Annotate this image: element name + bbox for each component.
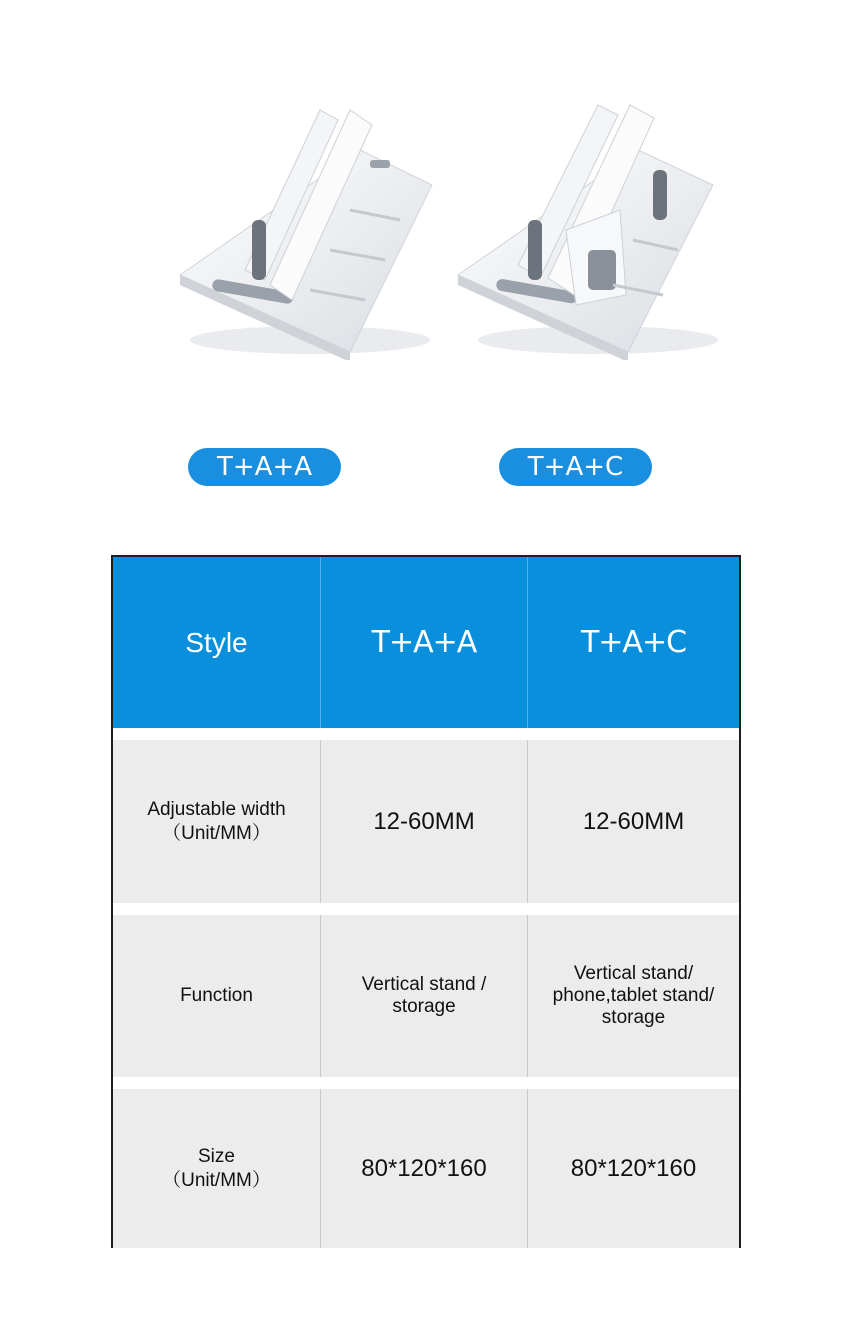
product-label-pill: T+A+C xyxy=(499,448,652,486)
width-value-taa: 12-60MM xyxy=(373,807,475,835)
size-value-taa: 80*120*160 xyxy=(361,1154,487,1182)
row-label-unit: （Unit/MM） xyxy=(162,1169,271,1191)
row-value-cell xyxy=(528,740,739,903)
header-cell-style: Style xyxy=(113,557,321,728)
function-line: storage xyxy=(601,1007,666,1028)
function-line: Vertical stand/ xyxy=(573,963,694,984)
row-value-cell xyxy=(321,1089,528,1248)
table-row xyxy=(113,740,739,903)
table-header-row xyxy=(113,557,739,728)
function-line: phone,tablet stand/ xyxy=(552,985,715,1006)
row-label-line: Adjustable width xyxy=(147,798,286,820)
row-value-cell xyxy=(528,915,739,1077)
row-value-cell xyxy=(528,1089,739,1248)
function-line: storage xyxy=(392,996,456,1017)
row-label-function xyxy=(113,915,321,1077)
row-label-line: Function xyxy=(180,985,253,1006)
row-label-unit: （Unit/MM） xyxy=(162,822,271,844)
laptop-stand-image-tac xyxy=(448,90,728,360)
table-row xyxy=(113,915,739,1077)
row-label-adjustable-width xyxy=(113,740,321,903)
header-cell-taa: T+A+A xyxy=(321,557,528,728)
laptop-stand-image-taa xyxy=(160,90,440,360)
size-value-tac: 80*120*160 xyxy=(570,1154,697,1182)
function-line: Vertical stand / xyxy=(361,974,487,995)
row-value-cell xyxy=(321,915,528,1077)
product-label-pill: T+A+A xyxy=(188,448,341,486)
width-value-tac: 12-60MM xyxy=(582,807,685,835)
table-row xyxy=(113,1089,739,1248)
header-cell-tac: T+A+C xyxy=(580,625,687,660)
row-value-cell xyxy=(321,740,528,903)
row-label-size xyxy=(113,1089,321,1248)
spec-table xyxy=(111,555,741,1248)
row-label-line: Size xyxy=(198,1145,235,1167)
